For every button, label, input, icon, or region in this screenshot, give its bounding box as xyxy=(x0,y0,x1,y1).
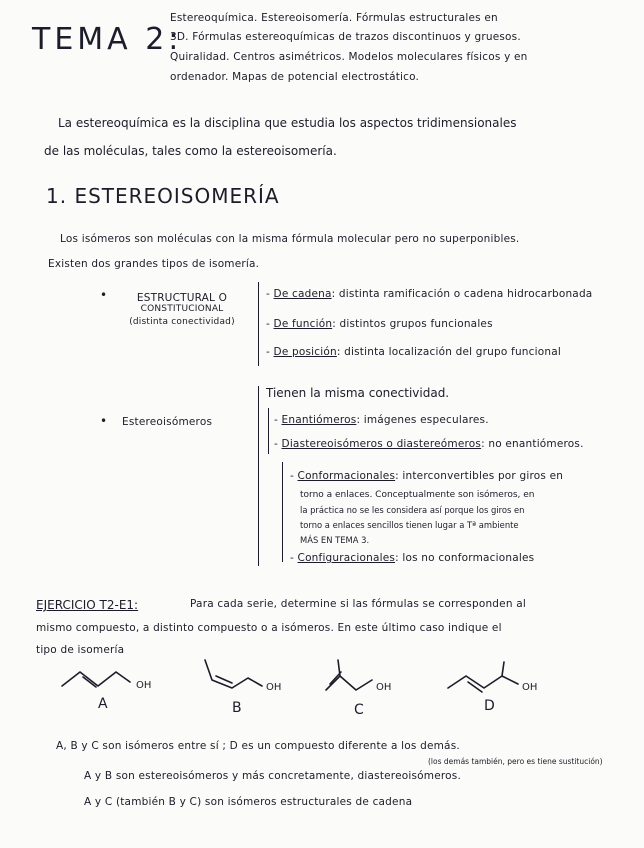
stereo-label: Estereoisómeros xyxy=(122,416,213,428)
configurational-term: Configuracionales xyxy=(297,552,396,564)
configurational-desc: : los no conformacionales xyxy=(395,552,535,564)
intro-line-1: La estereoquímica es la disciplina que estudia los aspectos tridimensionales xyxy=(58,116,517,130)
section-intro-line-1: Los isómeros son moléculas con la misma fórmula molecular pero no superponibles. xyxy=(60,233,520,245)
structural-item-3-term: De posición xyxy=(273,346,337,358)
stereo-item-2-desc: : no enantiómeros. xyxy=(481,438,584,450)
stereo-item-1-desc: : imágenes especulares. xyxy=(356,414,489,426)
exercise-title: EJERCICIO T2-E1: xyxy=(36,598,139,612)
subtitle-line-2: 3D. Fórmulas estereoquímicas de trazos discontinuos y gruesos. xyxy=(170,31,521,43)
section-intro-line-2: Existen dos grandes tipos de isomería. xyxy=(48,258,260,270)
section-heading: 1. ESTEREOISOMERÍA xyxy=(46,184,280,208)
stereo-brace xyxy=(258,386,259,566)
molecule-c-double-bond xyxy=(330,672,341,684)
subtitle-line-3: Quiralidad. Centros asimétricos. Modelos moleculares físicos y en xyxy=(170,51,528,63)
answer-line-2: A y B son estereoisómeros y más concretamente, diastereoisómeros. xyxy=(84,770,461,782)
bullet-stereo: • xyxy=(100,414,108,428)
page-title: TEMA 2: xyxy=(32,22,183,57)
conformational-line-5: MÁS EN TEMA 3. xyxy=(300,535,370,545)
stereo-item-1: - Enantiómeros: imágenes especulares. xyxy=(274,414,489,426)
stereo-item-1-term: Enantiómeros xyxy=(281,414,357,426)
answer-note: (los demás también, pero es tiene sustitución) xyxy=(428,757,603,766)
molecule-c-group: OH xyxy=(376,682,392,693)
structural-item-2-desc: : distintos grupos funcionales xyxy=(332,318,493,330)
stereo-inner-brace-1 xyxy=(268,408,269,454)
molecule-a-group: OH xyxy=(136,680,152,691)
structural-item-1-desc: : distinta ramificación o cadena hidrocarbonada xyxy=(331,288,593,300)
answer-line-1: A, B y C son isómeros entre sí ; D es un compuesto diferente a los demás. xyxy=(56,740,460,752)
stereo-head: Tienen la misma conectividad. xyxy=(266,386,450,400)
structural-item-2-term: De función xyxy=(273,318,333,330)
structural-label xyxy=(112,292,252,327)
molecule-c-skeleton xyxy=(326,676,372,690)
structural-item-3: - De posición: distinta localización del grupo funcional xyxy=(266,346,561,358)
stereo-item-2: - Diastereoisómeros o diastereómeros: no enantiómeros. xyxy=(274,438,584,450)
molecule-structures xyxy=(0,650,644,720)
structural-item-1: - De cadena: distinta ramificación o cadena hidrocarbonada xyxy=(266,288,593,300)
molecule-b-skeleton xyxy=(205,660,262,688)
bullet-structural: • xyxy=(100,288,108,302)
structural-brace xyxy=(258,282,259,366)
molecule-a-label: A xyxy=(98,696,108,712)
exercise-line-3: tipo de isomería xyxy=(36,644,125,656)
subtitle-line-4: ordenador. Mapas de potencial electrostático. xyxy=(170,71,420,83)
molecule-d-methyl xyxy=(502,662,504,676)
structural-item-1-term: De cadena xyxy=(273,288,332,300)
answer-line-3: A y C (también B y C) son isómeros estructurales de cadena xyxy=(84,796,413,808)
structural-item-3-desc: : distinta localización del grupo funcional xyxy=(336,346,561,358)
molecule-a-skeleton xyxy=(62,672,130,686)
molecule-b-label: B xyxy=(232,700,242,716)
molecule-b-group: OH xyxy=(266,682,282,693)
conformational-desc: : interconvertibles por giros en xyxy=(395,470,564,482)
conformational-line-3: la práctica no se les considera así porque los giros en xyxy=(300,505,525,515)
molecule-d-double-bond xyxy=(468,682,482,692)
subtitle-line-1: Estereoquímica. Estereoisomería. Fórmulas estructurales en xyxy=(170,12,498,24)
structural-label-line-1: ESTRUCTURAL O xyxy=(136,292,228,304)
configurational-line: - Configuracionales: los no conformacionales xyxy=(290,552,535,564)
molecule-d-label: D xyxy=(484,698,495,714)
structural-label-line-2: CONSTITUCIONAL xyxy=(140,304,224,314)
conformational-line-2: torno a enlaces. Conceptualmente son isómeros, en xyxy=(300,490,535,500)
conformational-line-1: - Conformacionales: interconvertibles por giros en xyxy=(290,470,564,482)
exercise-line-1: Para cada serie, determine si las fórmulas se corresponden al xyxy=(190,598,526,610)
conformational-term: Conformacionales xyxy=(297,470,396,482)
conformational-line-4: torno a enlaces sencillos tienen lugar a Tª ambiente xyxy=(300,520,519,530)
stereo-item-2-term: Diastereoisómeros o diastereómeros xyxy=(281,438,482,450)
stereo-inner-brace-2 xyxy=(282,462,283,562)
intro-line-2: de las moléculas, tales como la estereoisomería. xyxy=(44,144,337,158)
molecule-d-skeleton xyxy=(448,676,518,688)
molecule-c-label: C xyxy=(354,702,364,718)
molecule-d-group: OH xyxy=(522,682,538,693)
exercise-line-2: mismo compuesto, a distinto compuesto o a isómeros. En este último caso indique el xyxy=(36,622,502,634)
structural-item-2: - De función: distintos grupos funcionales xyxy=(266,318,493,330)
structural-label-line-3: (distinta conectividad) xyxy=(129,317,235,327)
